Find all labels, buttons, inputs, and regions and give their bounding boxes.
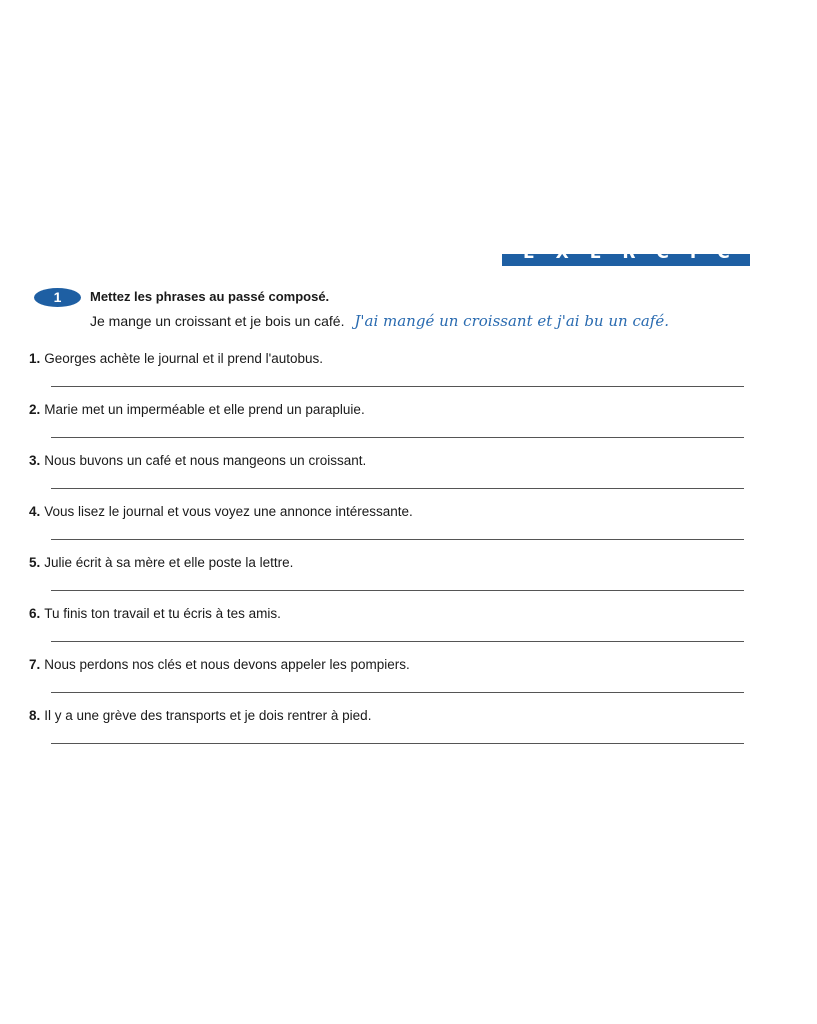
answer-line[interactable]: [51, 590, 744, 591]
exercise-item: [29, 452, 749, 492]
item-text: [29, 707, 371, 725]
item-sentence: Marie met un imperméable et elle prend un parapluie.: [44, 402, 365, 417]
item-sentence: Vous lisez le journal et vous voyez une annonce intéressante.: [44, 504, 413, 519]
exercise-item: [29, 401, 749, 441]
item-sentence: Nous buvons un café et nous mangeons un croissant.: [44, 453, 367, 468]
answer-line[interactable]: [51, 437, 744, 438]
answer-line[interactable]: [51, 386, 744, 387]
example-sentence: [90, 310, 669, 332]
banner-label: EXERCICES: [523, 243, 817, 263]
item-number: 5.: [29, 555, 41, 570]
item-number: 2.: [29, 402, 41, 417]
exercise-item: [29, 503, 749, 543]
item-number: 8.: [29, 708, 41, 723]
example-answer: J'ai mangé un croissant et j'ai bu un café.: [354, 312, 669, 330]
exercise-item: [29, 350, 749, 390]
item-number: 3.: [29, 453, 41, 468]
exercise-item: [29, 605, 749, 645]
item-sentence: Tu finis ton travail et tu écris à tes amis.: [44, 606, 281, 621]
item-text: [29, 605, 281, 623]
example-prompt: Je mange un croissant et je bois un café.: [90, 313, 345, 329]
item-text: [29, 452, 366, 470]
exercise-item: [29, 707, 749, 747]
answer-line[interactable]: [51, 743, 744, 744]
item-sentence: Nous perdons nos clés et nous devons appeler les pompiers.: [44, 657, 410, 672]
item-text: [29, 554, 293, 572]
exercise-item: [29, 656, 749, 696]
item-sentence: Il y a une grève des transports et je dois rentrer à pied.: [44, 708, 372, 723]
item-number: 6.: [29, 606, 41, 621]
answer-line[interactable]: [51, 488, 744, 489]
item-number: 1.: [29, 351, 41, 366]
item-text: [29, 503, 413, 521]
item-text: [29, 350, 323, 368]
answer-line[interactable]: [51, 539, 744, 540]
answer-line[interactable]: [51, 641, 744, 642]
exercise-item: [29, 554, 749, 594]
exercices-banner: [502, 243, 817, 266]
exercise-number-badge: 1: [34, 288, 81, 307]
item-sentence: Julie écrit à sa mère et elle poste la lettre.: [44, 555, 294, 570]
item-number: 7.: [29, 657, 41, 672]
item-text: [29, 656, 410, 674]
item-number: 4.: [29, 504, 41, 519]
item-sentence: Georges achète le journal et il prend l'autobus.: [44, 351, 324, 366]
answer-line[interactable]: [51, 692, 744, 693]
item-text: [29, 401, 365, 419]
exercise-instruction: Mettez les phrases au passé composé.: [90, 289, 330, 304]
